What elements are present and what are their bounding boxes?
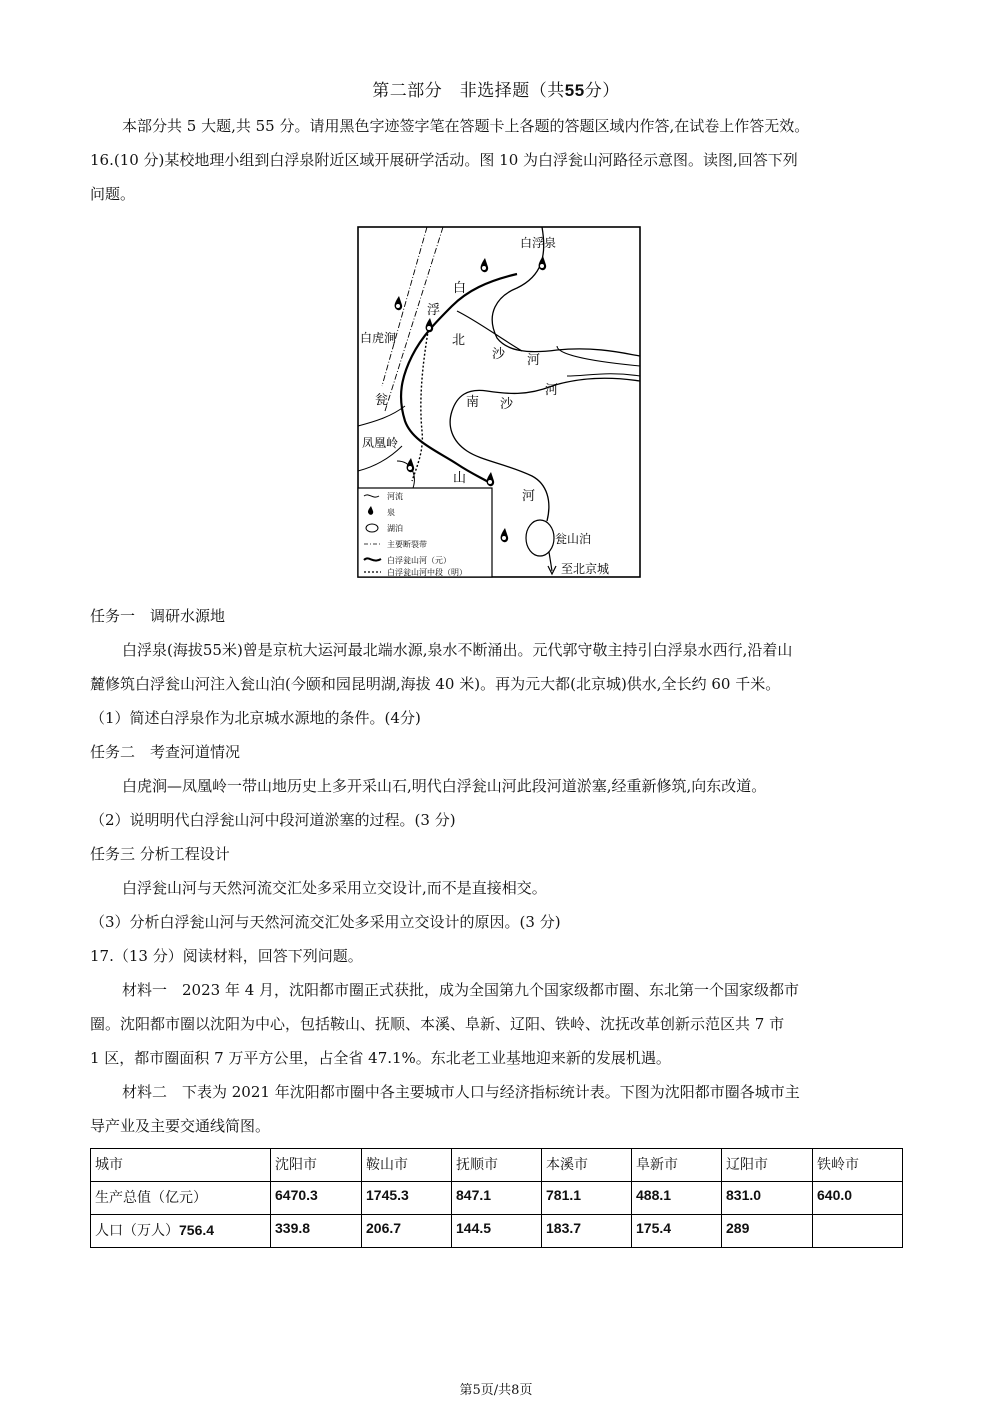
- task1-text-line1: 白浮泉(海拔55米)曾是京杭大运河最北端水源,泉水不断涌出。元代郭守敬主持引白浮泉水西行,沿着山: [122, 641, 793, 659]
- legend-canal-yuan: 白浮瓮山河（元）: [387, 556, 451, 565]
- task2-text: 白虎涧—凤凰岭一带山地历史上多开采山石,明代白浮瓮山河此段河道淤塞,经重新修筑,向东改道。: [122, 777, 767, 795]
- table-header-row: [91, 1149, 903, 1182]
- table-cell: 781.1: [542, 1182, 632, 1215]
- table-cell: 城市: [91, 1149, 271, 1182]
- table-cell: 6470.3: [271, 1182, 362, 1215]
- q16-stem-line2: 问题。: [90, 185, 136, 203]
- table-cell: 1745.3: [362, 1182, 452, 1215]
- label-sha1: 沙: [492, 347, 506, 362]
- question-1: （1）简述白浮泉作为北京城水源地的条件。(4分): [90, 709, 421, 727]
- route-map-figure: [357, 226, 641, 578]
- material2-line2: 导产业及主要交通线简图。: [90, 1117, 271, 1135]
- table-cell: 183.7: [542, 1215, 632, 1248]
- table-cell: 抚顺市: [452, 1149, 542, 1182]
- legend-fault: 主要断裂带: [387, 540, 427, 549]
- label-he1: 河: [527, 353, 541, 368]
- label-bai: 白: [453, 281, 467, 296]
- table-cell: 鞍山市: [362, 1149, 452, 1182]
- legend-lake: 湖泊: [387, 524, 403, 533]
- legend-canal-ming: 白浮瓮山河中段（明）: [387, 568, 467, 577]
- label-baihudong: 白虎涧: [360, 331, 397, 345]
- label-wengshanpo: 瓮山泊: [555, 532, 592, 546]
- task1-text-line2: 麓修筑白浮瓮山河注入瓮山泊(今颐和园昆明湖,海拔 40 米)。再为元大都(北京城)供水,全长约 60 千米。: [90, 675, 781, 693]
- task3-text: 白浮瓮山河与天然河流交汇处多采用立交设计,而不是直接相交。: [122, 879, 547, 897]
- table-cell: 铁岭市: [813, 1149, 903, 1182]
- route-map: [357, 226, 641, 578]
- table-cell: 144.5: [452, 1215, 542, 1248]
- table-cell: 831.0: [722, 1182, 813, 1215]
- question-3: （3）分析白浮瓮山河与天然河流交汇处多采用立交设计的原因。(3 分): [90, 913, 561, 931]
- table-cell: 339.8: [271, 1215, 362, 1248]
- table-cell: 阜新市: [632, 1149, 722, 1182]
- table-cell: 488.1: [632, 1182, 722, 1215]
- label-nan: 南: [466, 395, 480, 410]
- task3-title: 任务三 分析工程设计: [90, 845, 230, 863]
- table-cell: [813, 1215, 903, 1248]
- section-score: 55: [564, 81, 585, 100]
- section-title: 第二部分 非选择题（共55分）: [372, 81, 620, 101]
- label-he3: 河: [522, 489, 536, 504]
- label-fu: 浮: [427, 303, 441, 318]
- table-cell: 640.0: [813, 1182, 903, 1215]
- table-cell: 沈阳市: [271, 1149, 362, 1182]
- table-cell: 175.4: [632, 1215, 722, 1248]
- label-sha2: 沙: [500, 397, 514, 412]
- page-footer: 第5页/共8页: [459, 1383, 533, 1398]
- table-cell: 生产总值（亿元）: [91, 1182, 271, 1215]
- legend-river: 河流: [387, 492, 403, 501]
- table-cell: 847.1: [452, 1182, 542, 1215]
- label-weng: 瓮: [375, 393, 389, 408]
- label-to-beijing: 至北京城: [561, 562, 610, 576]
- section-intro: 本部分共 5 大题,共 55 分。请用黑色字迹签字笔在答题卡上各题的答题区域内作答,在试卷上作答无效。: [122, 117, 810, 135]
- legend-spring: 泉: [387, 508, 395, 517]
- q17-stem: 17.（13 分）阅读材料，回答下列问题。: [90, 947, 363, 965]
- label-he2: 河: [545, 383, 559, 398]
- question-2: （2）说明明代白浮瓮山河中段河道淤塞的过程。(3 分): [90, 811, 456, 829]
- table-cell: 辽阳市: [722, 1149, 813, 1182]
- material1-line2: 圈。沈阳都市圈以沈阳为中心，包括鞍山、抚顺、本溪、阜新、辽阳、铁岭、沈抚改革创新示范区共 7 市: [90, 1015, 785, 1033]
- label-fenghuangling: 凤凰岭: [362, 436, 399, 450]
- city-stats-table: [90, 1148, 903, 1248]
- task2-title: 任务二 考查河道情况: [90, 743, 241, 761]
- table-row: [91, 1215, 903, 1248]
- label-bei: 北: [452, 333, 466, 348]
- table-cell: 人口（万人）756.4: [91, 1215, 271, 1248]
- task1-title: 任务一 调研水源地: [90, 607, 226, 625]
- table-cell: 289: [722, 1215, 813, 1248]
- material2-line1: 材料二 下表为 2021 年沈阳都市圈中各主要城市人口与经济指标统计表。下图为沈阳都市圈各城市主: [122, 1083, 800, 1101]
- table-row: [91, 1182, 903, 1215]
- table-cell: 本溪市: [542, 1149, 632, 1182]
- material1-line1: 材料一 2023 年 4 月，沈阳都市圈正式获批，成为全国第九个国家级都市圈、东北第一个国家级都市: [122, 981, 800, 999]
- label-baifuquan: 白浮泉: [520, 236, 557, 250]
- table-cell: 206.7: [362, 1215, 452, 1248]
- material1-line3: 1 区，都市圈面积 7 万平方公里，占全省 47.1%。东北老工业基地迎来新的发展机遇。: [90, 1049, 671, 1067]
- label-shan: 山: [453, 471, 467, 486]
- wengshanpo-lake: [526, 520, 554, 556]
- q16-stem-line1: 16.(10 分)某校地理小组到白浮泉附近区域开展研学活动。图 10 为白浮瓮山河路径示意图。读图,回答下列: [90, 151, 798, 169]
